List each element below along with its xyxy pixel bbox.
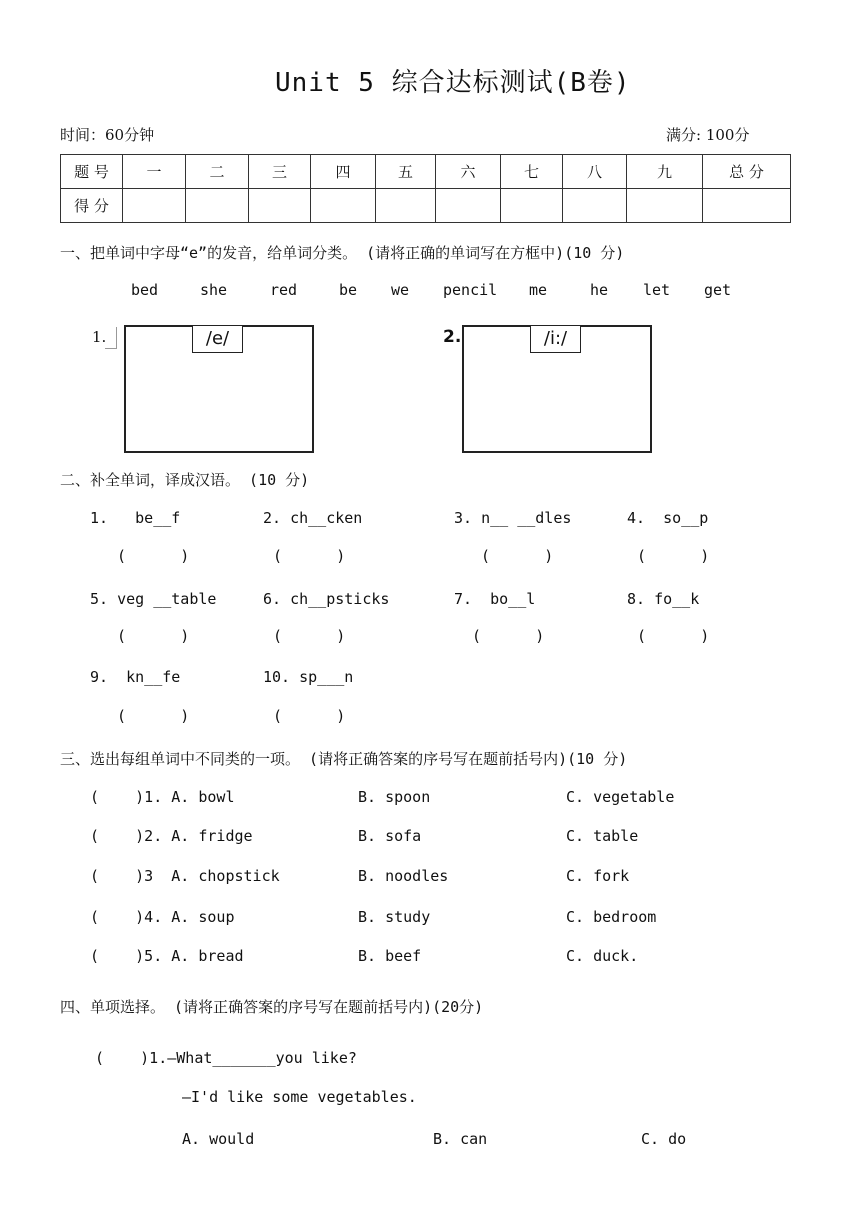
word-bank-word: she: [200, 281, 228, 299]
score-cell[interactable]: [563, 189, 627, 223]
word-bank-word: red: [270, 281, 298, 299]
option-c: C. table: [566, 827, 639, 845]
odd-one-out-question: ( )2. A. fridge: [90, 827, 253, 845]
full-score: 满分: 100分: [666, 126, 750, 144]
score-cell[interactable]: [627, 189, 703, 223]
score-cell[interactable]: [311, 189, 376, 223]
score-table-header-row: [61, 155, 791, 189]
score-header-cell: 二: [186, 155, 249, 189]
score-header-cell: 题 号: [61, 155, 123, 189]
option-b: B. spoon: [358, 788, 431, 806]
score-header-cell: 七: [501, 155, 563, 189]
option-c: C. fork: [566, 867, 630, 885]
score-header-cell: 八: [563, 155, 627, 189]
mc-question-1-reply: —I'd like some vegetables.: [182, 1088, 417, 1106]
score-header-cell: 五: [376, 155, 436, 189]
translation-paren[interactable]: ( ): [273, 627, 346, 645]
translation-paren[interactable]: ( ): [472, 627, 545, 645]
translation-paren[interactable]: ( ): [273, 547, 346, 565]
fill-word-item: 5. veg __table: [90, 590, 217, 608]
box1-corner-mark: [105, 327, 117, 349]
option-b: B. sofa: [358, 827, 422, 845]
fill-word-item: 8. fo__k: [627, 590, 700, 608]
score-cell[interactable]: [501, 189, 563, 223]
translation-paren[interactable]: ( ): [637, 547, 710, 565]
section2-heading: 二、补全单词，译成汉语。 (10 分): [60, 471, 310, 489]
score-row-label: 得 分: [61, 189, 123, 223]
box1-phonetic-label: /e/: [192, 325, 243, 353]
score-cell[interactable]: [703, 189, 791, 223]
fill-word-item: 1. be__f: [90, 509, 181, 527]
option-b: B. study: [358, 908, 431, 926]
word-bank-word: be: [339, 281, 358, 299]
option-c: C. duck.: [566, 947, 639, 965]
box2-phonetic-label: /i:/: [530, 325, 581, 353]
translation-paren[interactable]: ( ): [117, 627, 190, 645]
word-bank-word: me: [529, 281, 548, 299]
page-title: Unit 5 综合达标测试(B卷): [275, 68, 631, 98]
section4-heading: 四、单项选择。 (请将正确答案的序号写在题前括号内)(20分): [60, 998, 484, 1016]
translation-paren[interactable]: ( ): [117, 547, 190, 565]
word-bank-word: he: [590, 281, 609, 299]
fill-word-item: 3. n__ __dles: [454, 509, 572, 527]
score-cell[interactable]: [123, 189, 186, 223]
score-header-cell: 三: [249, 155, 311, 189]
fill-word-item: 7. bo__l: [454, 590, 536, 608]
score-table-score-row: [61, 189, 791, 223]
word-bank-word: let: [643, 281, 671, 299]
box1-number: 1.: [92, 328, 107, 346]
option-c: C. vegetable: [566, 788, 675, 806]
odd-one-out-question: ( )1. A. bowl: [90, 788, 235, 806]
odd-one-out-question: ( )3 A. chopstick: [90, 867, 280, 885]
mc-option-a: A. would: [182, 1130, 255, 1148]
box2-number: 2.: [443, 327, 462, 347]
odd-one-out-question: ( )5. A. bread: [90, 947, 244, 965]
time-limit: 时间：60分钟: [60, 126, 155, 144]
mc-option-b: B. can: [433, 1130, 488, 1148]
score-header-cell: 四: [311, 155, 376, 189]
score-table: [60, 154, 791, 223]
fill-word-item: 2. ch__cken: [263, 509, 363, 527]
fill-word-item: 4. so__p: [627, 509, 709, 527]
section3-heading: 三、选出每组单词中不同类的一项。 (请将正确答案的序号写在题前括号内)(10 分): [60, 750, 628, 768]
word-bank-word: get: [704, 281, 732, 299]
mc-option-c: C. do: [641, 1130, 687, 1148]
translation-paren[interactable]: ( ): [117, 707, 190, 725]
score-cell[interactable]: [376, 189, 436, 223]
word-bank-word: pencil: [443, 281, 498, 299]
word-bank-word: we: [391, 281, 410, 299]
option-b: B. noodles: [358, 867, 449, 885]
translation-paren[interactable]: ( ): [273, 707, 346, 725]
word-bank-word: bed: [131, 281, 159, 299]
fill-word-item: 10. sp___n: [263, 668, 354, 686]
score-header-cell: 一: [123, 155, 186, 189]
odd-one-out-question: ( )4. A. soup: [90, 908, 235, 926]
section1-heading: 一、把单词中字母“e”的发音，给单词分类。 (请将正确的单词写在方框中)(10 分): [60, 244, 625, 262]
score-cell[interactable]: [186, 189, 249, 223]
option-c: C. bedroom: [566, 908, 657, 926]
fill-word-item: 6. ch__psticks: [263, 590, 390, 608]
translation-paren[interactable]: ( ): [481, 547, 554, 565]
score-header-cell: 九: [627, 155, 703, 189]
score-cell[interactable]: [249, 189, 311, 223]
option-b: B. beef: [358, 947, 422, 965]
score-cell[interactable]: [436, 189, 501, 223]
fill-word-item: 9. kn__fe: [90, 668, 181, 686]
mc-question-1: ( )1.—What_______you like?: [95, 1049, 357, 1067]
score-header-cell: 六: [436, 155, 501, 189]
translation-paren[interactable]: ( ): [637, 627, 710, 645]
score-header-cell: 总 分: [703, 155, 791, 189]
